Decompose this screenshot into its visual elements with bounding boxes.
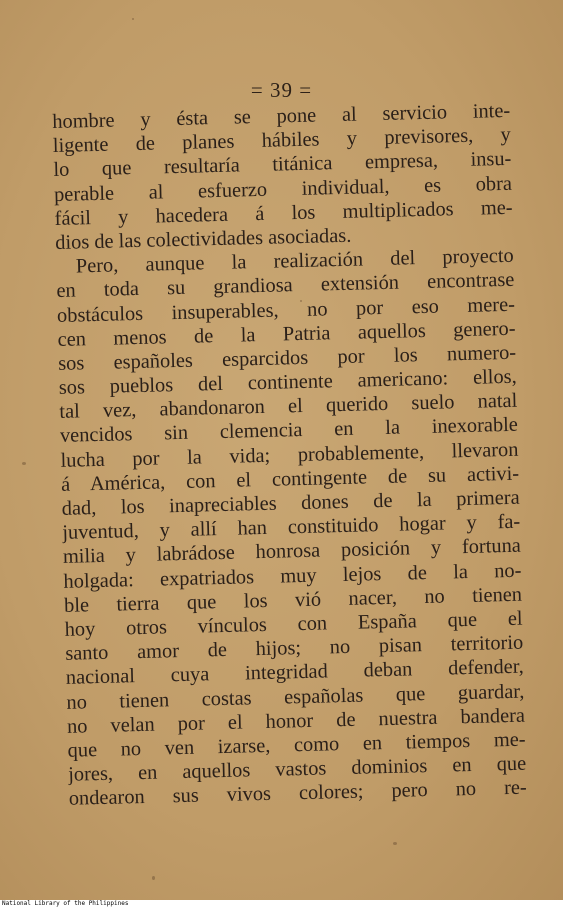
text-line: hoy otros vínculos con España que el [64,607,523,641]
text-line: fácil y hacedera á los multiplicados me- [54,196,513,230]
text-line: que no ven izarse, como en tiempos me- [67,728,526,762]
text-line: ble tierra que los vió nacer, no tienen [63,583,523,617]
text-line: perable al esfuerzo individual, es obra [53,172,513,206]
library-footer: National Library of the Philippines [0,900,563,908]
body-text [52,99,527,811]
text-line: en toda su grandiosa extensión encontrase [56,269,515,303]
text-line: holgada: expatriados muy lejos de la no- [63,559,522,593]
text-line: ligente de planes hábiles y previsores, y [52,123,512,158]
text-line: no velan por el honor de nuestra bandera [66,704,526,738]
text-line: Pero, aunque la realización del proyecto [75,244,514,278]
text-line: vencidos sin clemencia en la inexorable [59,414,519,448]
text-line: á América, con el contingente de su activi- [60,462,520,496]
text-line: nacional cuya integridad deban defender, [65,655,525,690]
text-line: tal vez, abandonaron el querido suelo natal [59,389,518,424]
paper-speck [393,842,397,845]
text-line: sos pueblos del continente americano: ellos, [58,365,517,399]
text-line: hombre y ésta se pone al servicio inte- [52,99,511,133]
paper-speck [132,18,134,20]
text-line: obstáculos insuperables, no por eso mere- [56,293,516,327]
text-line: dad, los inapreciables dones de la primera [61,486,520,520]
text-line: cen menos de la Patria aquellos genero- [57,317,516,351]
text-line: juventud, y allí han constituido hogar y fa- [62,510,521,545]
text-line: santo amor de hijos; no pisan territorio [65,631,524,665]
text-line: milia y labrádose honrosa posición y fortuna [62,535,522,569]
text-line: lo que resultaría titánica empresa, insu- [53,148,512,182]
text-line: no tienen costas españolas que guardar, [66,680,525,714]
text-line: dios de las colectividades asociadas. [54,224,352,254]
paper-speck [22,462,26,465]
text-line: ondearon sus vivos colores; pero no re- [68,776,527,811]
text-line: lucha por la vida; probablemente, llevaron [60,438,519,472]
paper-speck [152,876,155,880]
text-line: jores, en aquellos vastos dominios en que [67,752,527,786]
text-line: sos españoles esparcidos por los numero- [57,341,517,375]
page-number: = 39 = [250,78,313,102]
